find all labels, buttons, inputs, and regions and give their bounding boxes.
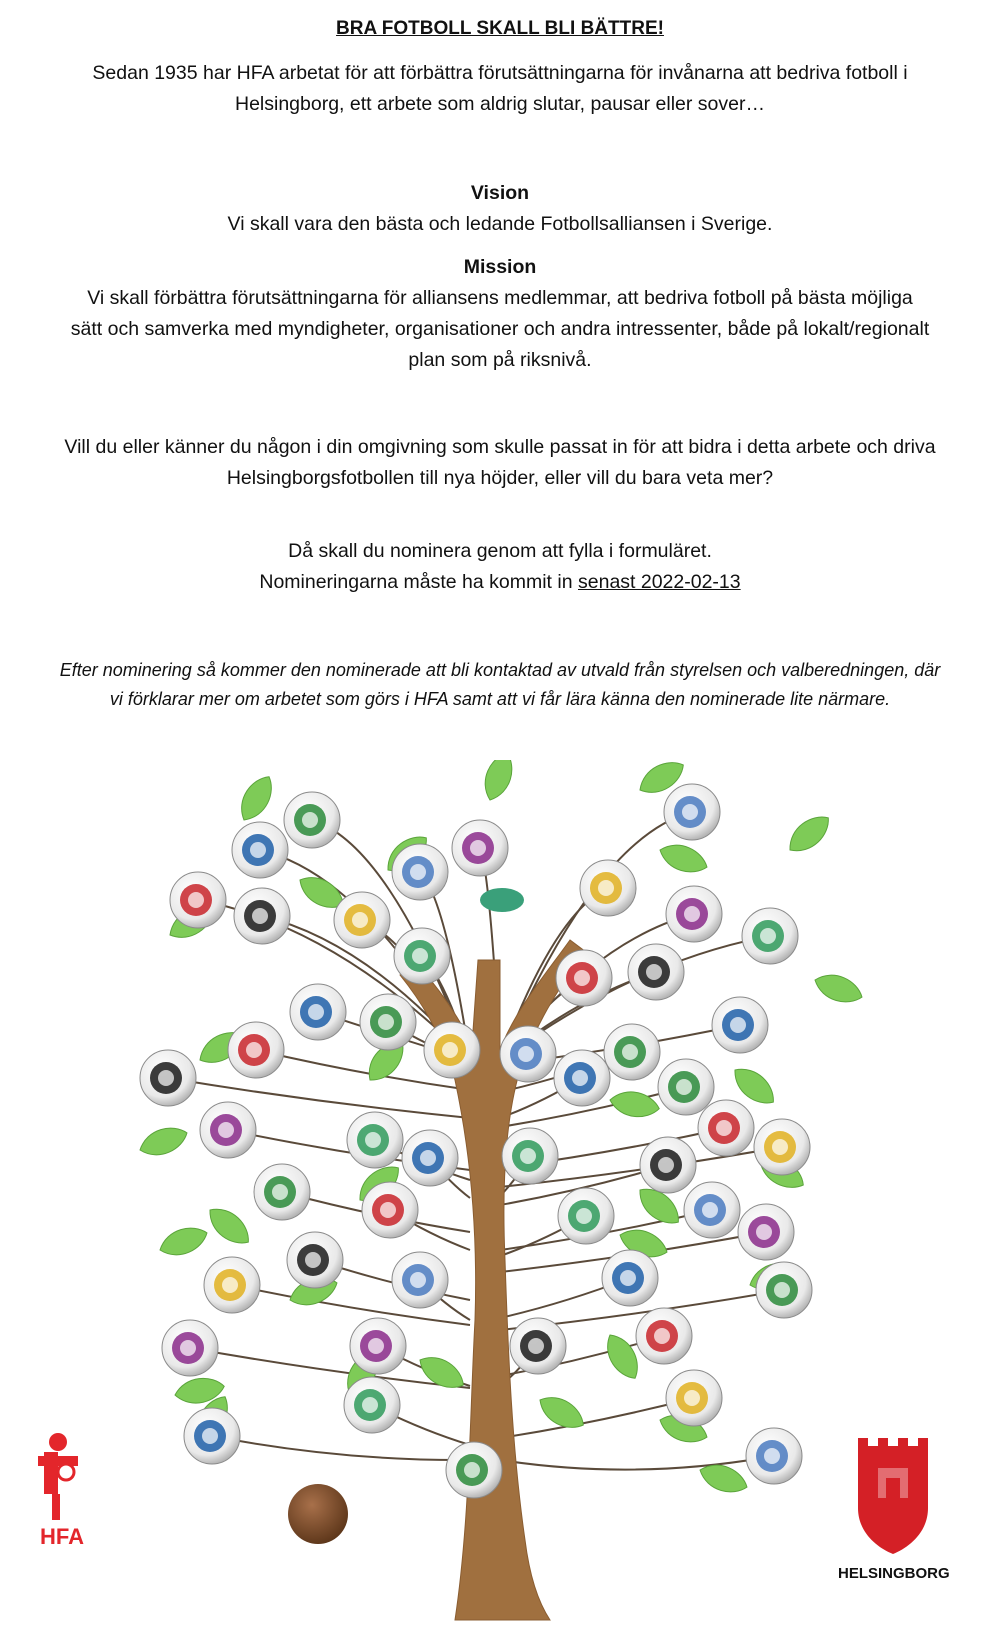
nominate-paragraph <box>10 536 990 598</box>
club-badge-ball <box>746 1428 802 1484</box>
club-badge-ball <box>452 820 508 876</box>
nominate-line-2 <box>10 567 990 598</box>
nominate-line-1: Då skall du nominera genom att fylla i formuläret. <box>288 540 712 562</box>
mission-line-2: sätt och samverka med myndigheter, organisationer och andra intressenter, både på lokalt/regionalt <box>70 318 930 340</box>
tree-leaf <box>782 809 836 860</box>
vision-text: Vi skall vara den bästa och ledande Fotbollsalliansen i Sverige. <box>227 213 773 235</box>
mission-section <box>10 252 990 376</box>
club-badge-ball <box>500 1026 556 1082</box>
club-badge-ball <box>347 1112 403 1168</box>
after-line-1: Efter nominering så kommer den nominerade att bli kontaktad av utvald från styrelsen och valberedningen, där <box>59 660 941 680</box>
club-badge-ball <box>698 1100 754 1156</box>
after-line-2: vi förklarar mer om arbetet som görs i HFA samt att vi får lära känna den nominerade lite närmare. <box>109 689 891 709</box>
club-badge-ball <box>360 994 416 1050</box>
club-badge-ball <box>446 1442 502 1498</box>
club-badge-ball <box>754 1119 810 1175</box>
club-badge-ball <box>350 1318 406 1374</box>
club-badge-ball <box>664 784 720 840</box>
club-badge-ball <box>162 1320 218 1376</box>
club-badge-ball <box>394 928 450 984</box>
club-badge-ball <box>362 1182 418 1238</box>
club-badge-ball <box>502 1128 558 1184</box>
tree-leaf <box>136 1122 191 1162</box>
question-line-1: Vill du eller känner du någon i din omgivning som skulle passat in för att bidra i detta arbete och driva <box>64 436 936 458</box>
mission-heading: Mission <box>463 256 537 278</box>
club-badge-ball <box>284 792 340 848</box>
question-line-2: Helsingborgsfotbollen till nya höjder, eller vill du bara veta mer? <box>226 467 774 489</box>
club-badge-ball <box>254 1164 310 1220</box>
club-badge-ball <box>184 1408 240 1464</box>
question-paragraph <box>10 432 990 494</box>
club-badge-ball <box>287 1232 343 1288</box>
tree-leaf <box>156 1222 211 1262</box>
vision-heading: Vision <box>470 182 530 204</box>
club-badge-ball <box>738 1204 794 1260</box>
tree-leaf <box>234 771 280 826</box>
tree-leaf <box>534 1390 589 1436</box>
after-nomination-paragraph <box>10 656 990 714</box>
helsingborg-logo-text: HELSINGBORG <box>838 1565 950 1582</box>
club-badge-ball <box>636 1308 692 1364</box>
vintage-ball <box>288 1484 348 1544</box>
intro-paragraph <box>10 58 990 120</box>
club-badge-ball <box>628 944 684 1000</box>
nominate-prefix: Nomineringarna måste ha kommit in <box>259 571 578 593</box>
club-tree-svg <box>0 760 1000 1642</box>
intro-line-1: Sedan 1935 har HFA arbetat för att förbättra förutsättningarna för invånarna att bedriva fotboll i <box>92 62 908 84</box>
club-badge-ball <box>556 950 612 1006</box>
club-badge-ball <box>204 1257 260 1313</box>
tree-leaf <box>656 839 711 879</box>
tree-leaf <box>811 969 866 1009</box>
bird-illustration <box>480 888 524 912</box>
club-badge-ball <box>602 1250 658 1306</box>
vision-section <box>10 178 990 240</box>
club-badge-ball <box>392 1252 448 1308</box>
club-badge-ball <box>424 1022 480 1078</box>
tree-leaf <box>608 1088 661 1120</box>
tree-leaf <box>414 1350 469 1396</box>
club-badge-ball <box>684 1182 740 1238</box>
club-badge-ball <box>334 892 390 948</box>
tree-branch <box>212 1436 470 1460</box>
club-badge-ball <box>510 1318 566 1374</box>
club-badge-ball <box>554 1050 610 1106</box>
club-badge-ball <box>170 872 226 928</box>
club-badge-ball <box>234 888 290 944</box>
helsingborg-logo <box>838 1438 950 1582</box>
club-badge-ball <box>666 886 722 942</box>
tree-leaf <box>202 1201 256 1252</box>
club-badge-ball <box>228 1022 284 1078</box>
club-badge-ball <box>344 1377 400 1433</box>
club-badge-ball <box>392 844 448 900</box>
hfa-logo <box>38 1433 84 1549</box>
club-badge-ball <box>640 1137 696 1193</box>
club-badge-ball <box>402 1130 458 1186</box>
club-badge-ball <box>140 1050 196 1106</box>
club-badge-ball <box>580 860 636 916</box>
tree-branch <box>500 1456 774 1470</box>
document-title: BRA FOTBOLL SKALL BLI BÄTTRE! <box>336 18 664 39</box>
tree-leaf <box>479 760 519 804</box>
hfa-logo-text: HFA <box>40 1524 84 1549</box>
club-badge-ball <box>290 984 346 1040</box>
club-badge-ball <box>756 1262 812 1318</box>
club-tree-illustration <box>0 760 1000 1642</box>
club-badge-ball <box>200 1102 256 1158</box>
club-badge-ball <box>742 908 798 964</box>
intro-line-2: Helsingborg, ett arbete som aldrig slutar, pausar eller sover… <box>234 93 765 115</box>
club-badge-ball <box>712 997 768 1053</box>
mission-line-1: Vi skall förbättra förutsättningarna för alliansens medlemmar, att bedriva fotboll på bästa möjliga <box>87 287 913 309</box>
club-badge-ball <box>666 1370 722 1426</box>
club-badge-ball <box>658 1059 714 1115</box>
club-badge-ball <box>558 1188 614 1244</box>
mission-line-3: plan som på riksnivå. <box>408 349 592 371</box>
club-badge-ball <box>232 822 288 878</box>
nominate-deadline: senast 2022-02-13 <box>578 571 741 593</box>
club-badge-ball <box>604 1024 660 1080</box>
